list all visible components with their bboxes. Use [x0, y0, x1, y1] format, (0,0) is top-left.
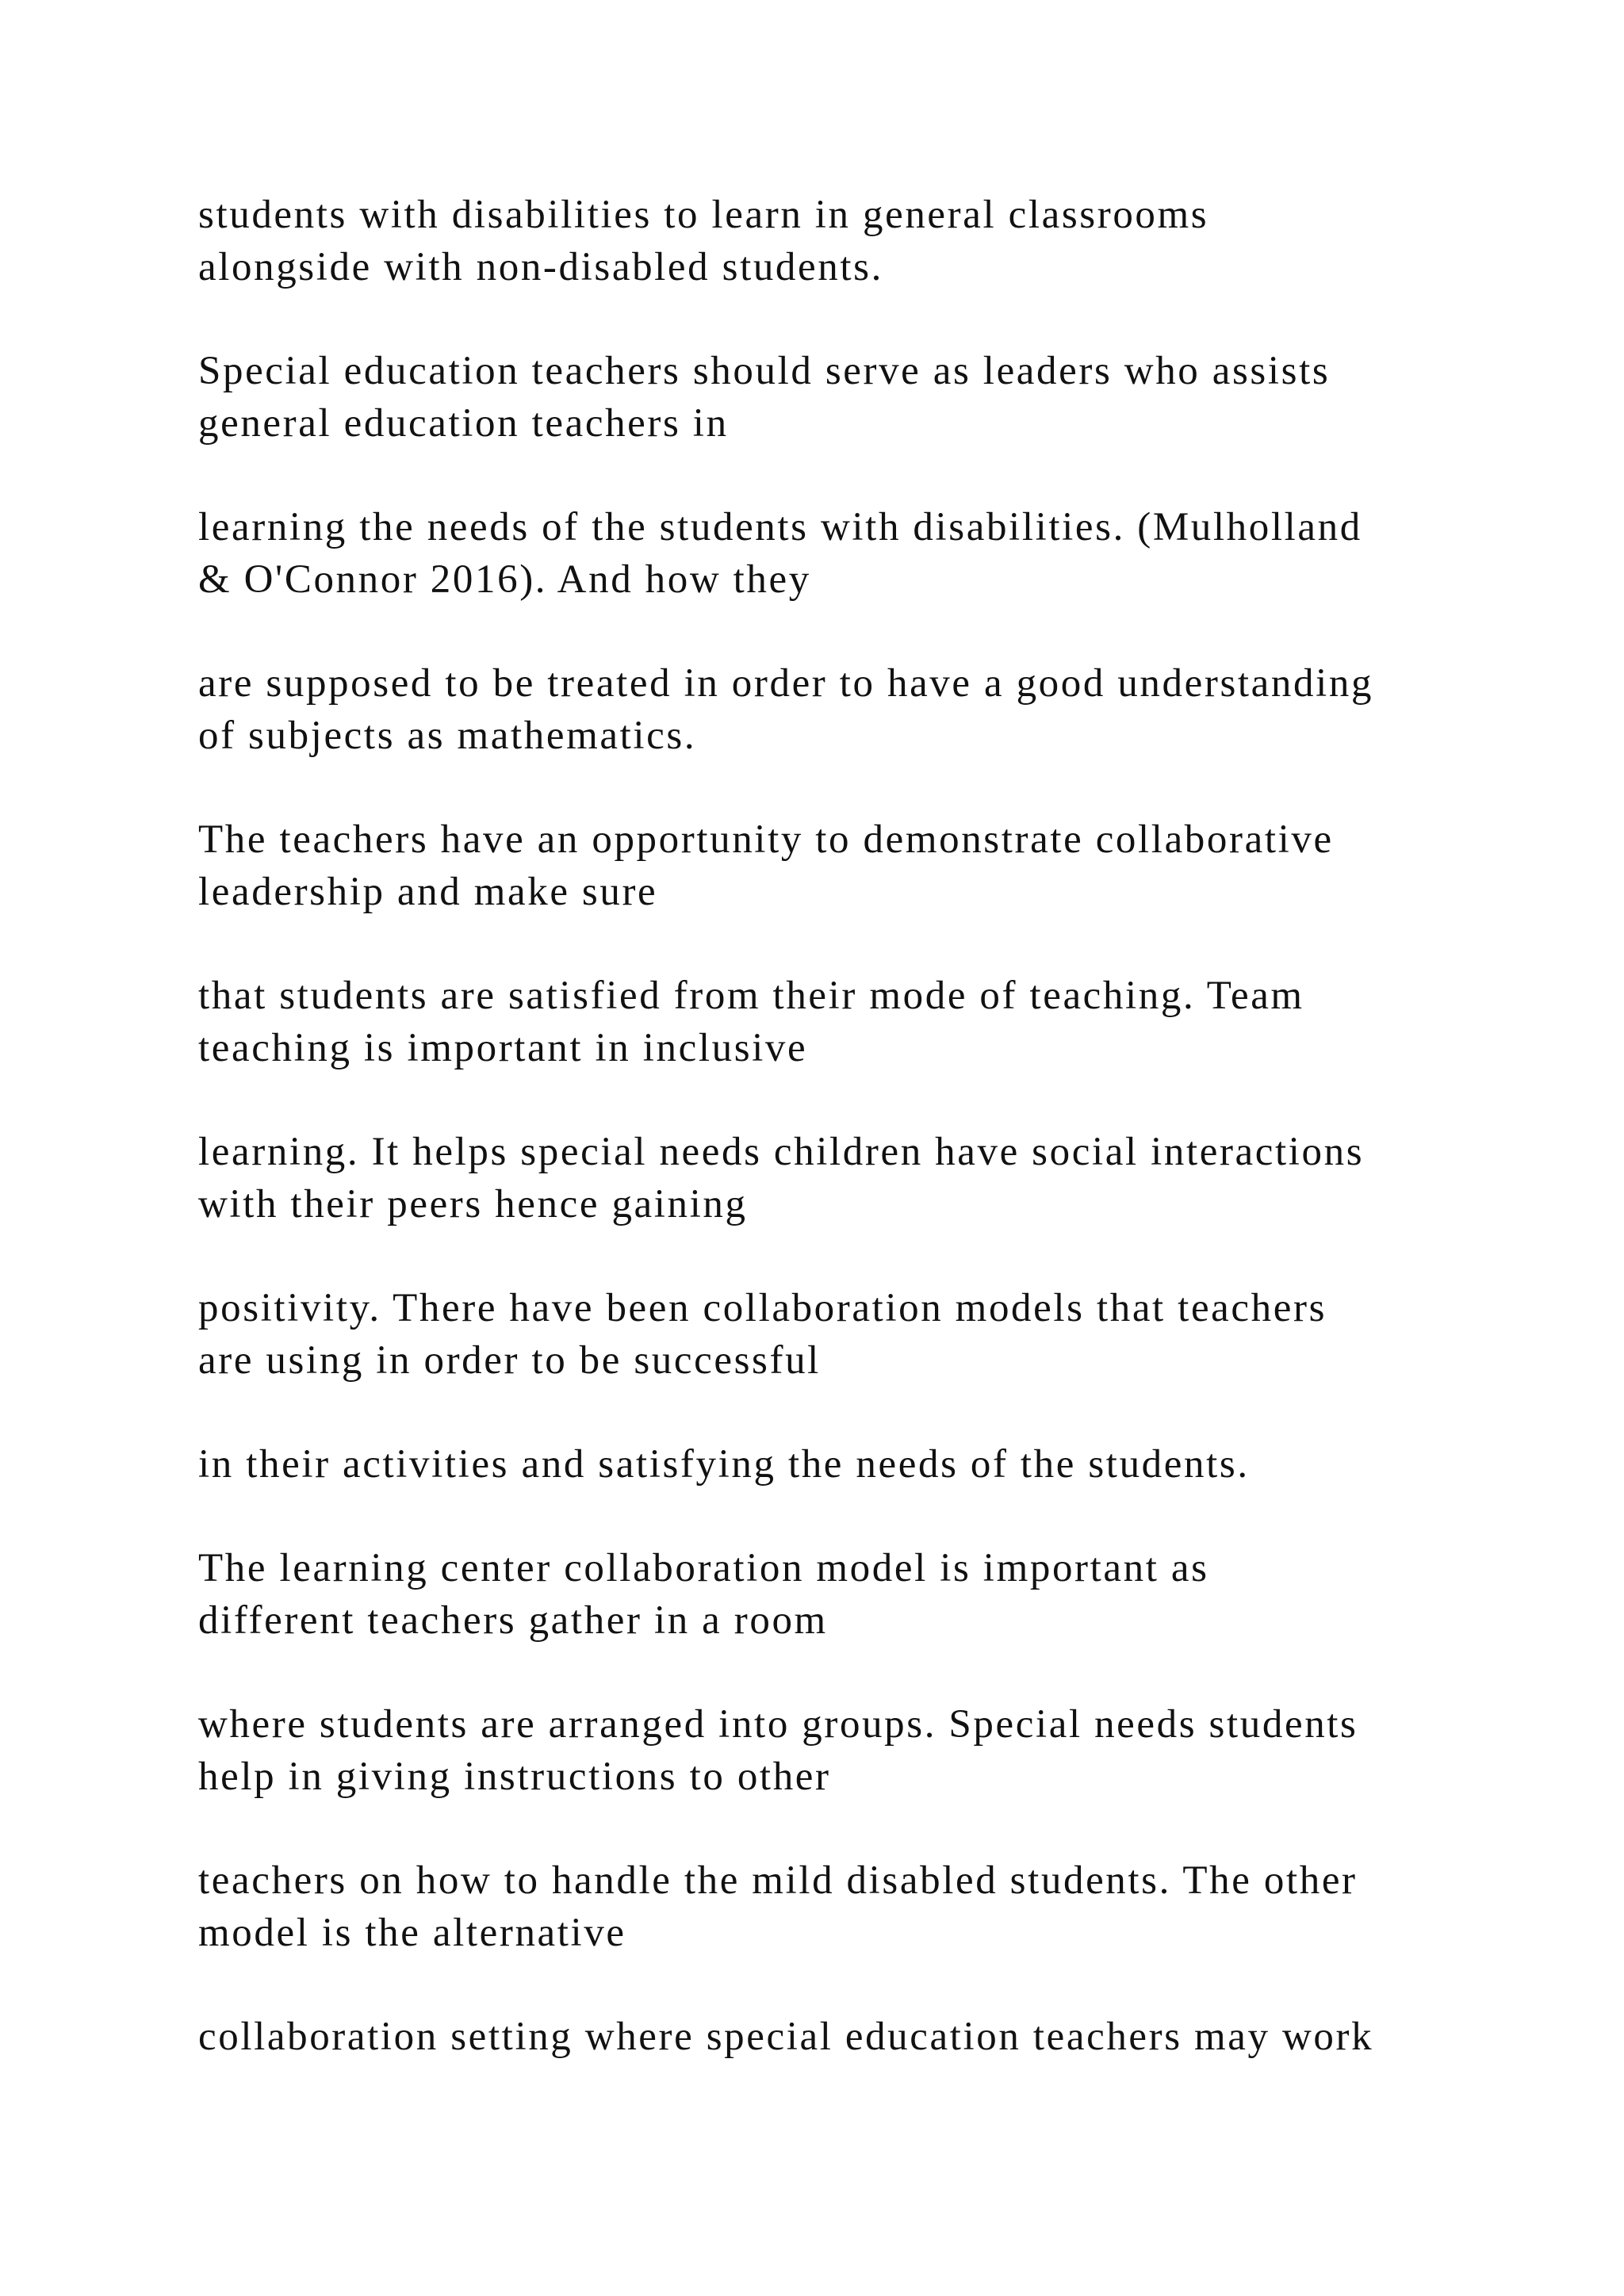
text-line: Special education teachers should serve as leaders who assists	[198, 349, 1331, 393]
text-line: collaboration setting where special education teachers may work	[198, 2015, 1374, 2059]
text-line: & O'Connor 2016). And how they	[198, 557, 811, 602]
text-line: in their activities and satisfying the needs of the students.	[198, 1442, 1250, 1487]
text-line: learning. It helps special needs children have social interactions	[198, 1130, 1365, 1174]
text-line: are supposed to be treated in order to have a good understanding	[198, 661, 1374, 706]
paragraph	[198, 189, 1530, 293]
text-line: model is the alternative	[198, 1911, 626, 1955]
paragraph	[198, 345, 1530, 450]
paragraph	[198, 970, 1530, 1074]
paragraph	[198, 657, 1530, 762]
text-line: teaching is important in inclusive	[198, 1026, 808, 1070]
text-line: leadership and make sure	[198, 870, 658, 914]
text-line: with their peers hence gaining	[198, 1182, 748, 1226]
text-line: general education teachers in	[198, 401, 729, 446]
text-line: where students are arranged into groups. Special needs students	[198, 1702, 1358, 1747]
paragraph	[198, 1282, 1530, 1387]
body-text	[198, 189, 1530, 2114]
text-line: The learning center collaboration model is important as	[198, 1546, 1209, 1590]
text-line: alongside with non-disabled students.	[198, 245, 883, 289]
text-line: learning the needs of the students with disabilities. (Mulholland	[198, 505, 1362, 549]
paragraph	[198, 1698, 1530, 1803]
text-line: teachers on how to handle the mild disabled students. The other	[198, 1858, 1358, 1903]
paragraph	[198, 1854, 1530, 1959]
text-line: different teachers gather in a room	[198, 1598, 828, 1643]
text-line: The teachers have an opportunity to demonstrate collaborative	[198, 817, 1334, 862]
text-line: are using in order to be successful	[198, 1338, 821, 1383]
text-line: help in giving instructions to other	[198, 1755, 831, 1799]
text-line: positivity. There have been collaboration models that teachers	[198, 1286, 1327, 1330]
text-line: of subjects as mathematics.	[198, 714, 697, 758]
text-line: students with disabilities to learn in general classrooms	[198, 193, 1209, 237]
paragraph	[198, 813, 1530, 918]
paragraph	[198, 1542, 1530, 1647]
paragraph	[198, 501, 1530, 606]
paragraph	[198, 1438, 1530, 1490]
paragraph	[198, 2011, 1530, 2063]
text-line: that students are satisfied from their mode of teaching. Team	[198, 974, 1304, 1018]
paragraph	[198, 1126, 1530, 1230]
